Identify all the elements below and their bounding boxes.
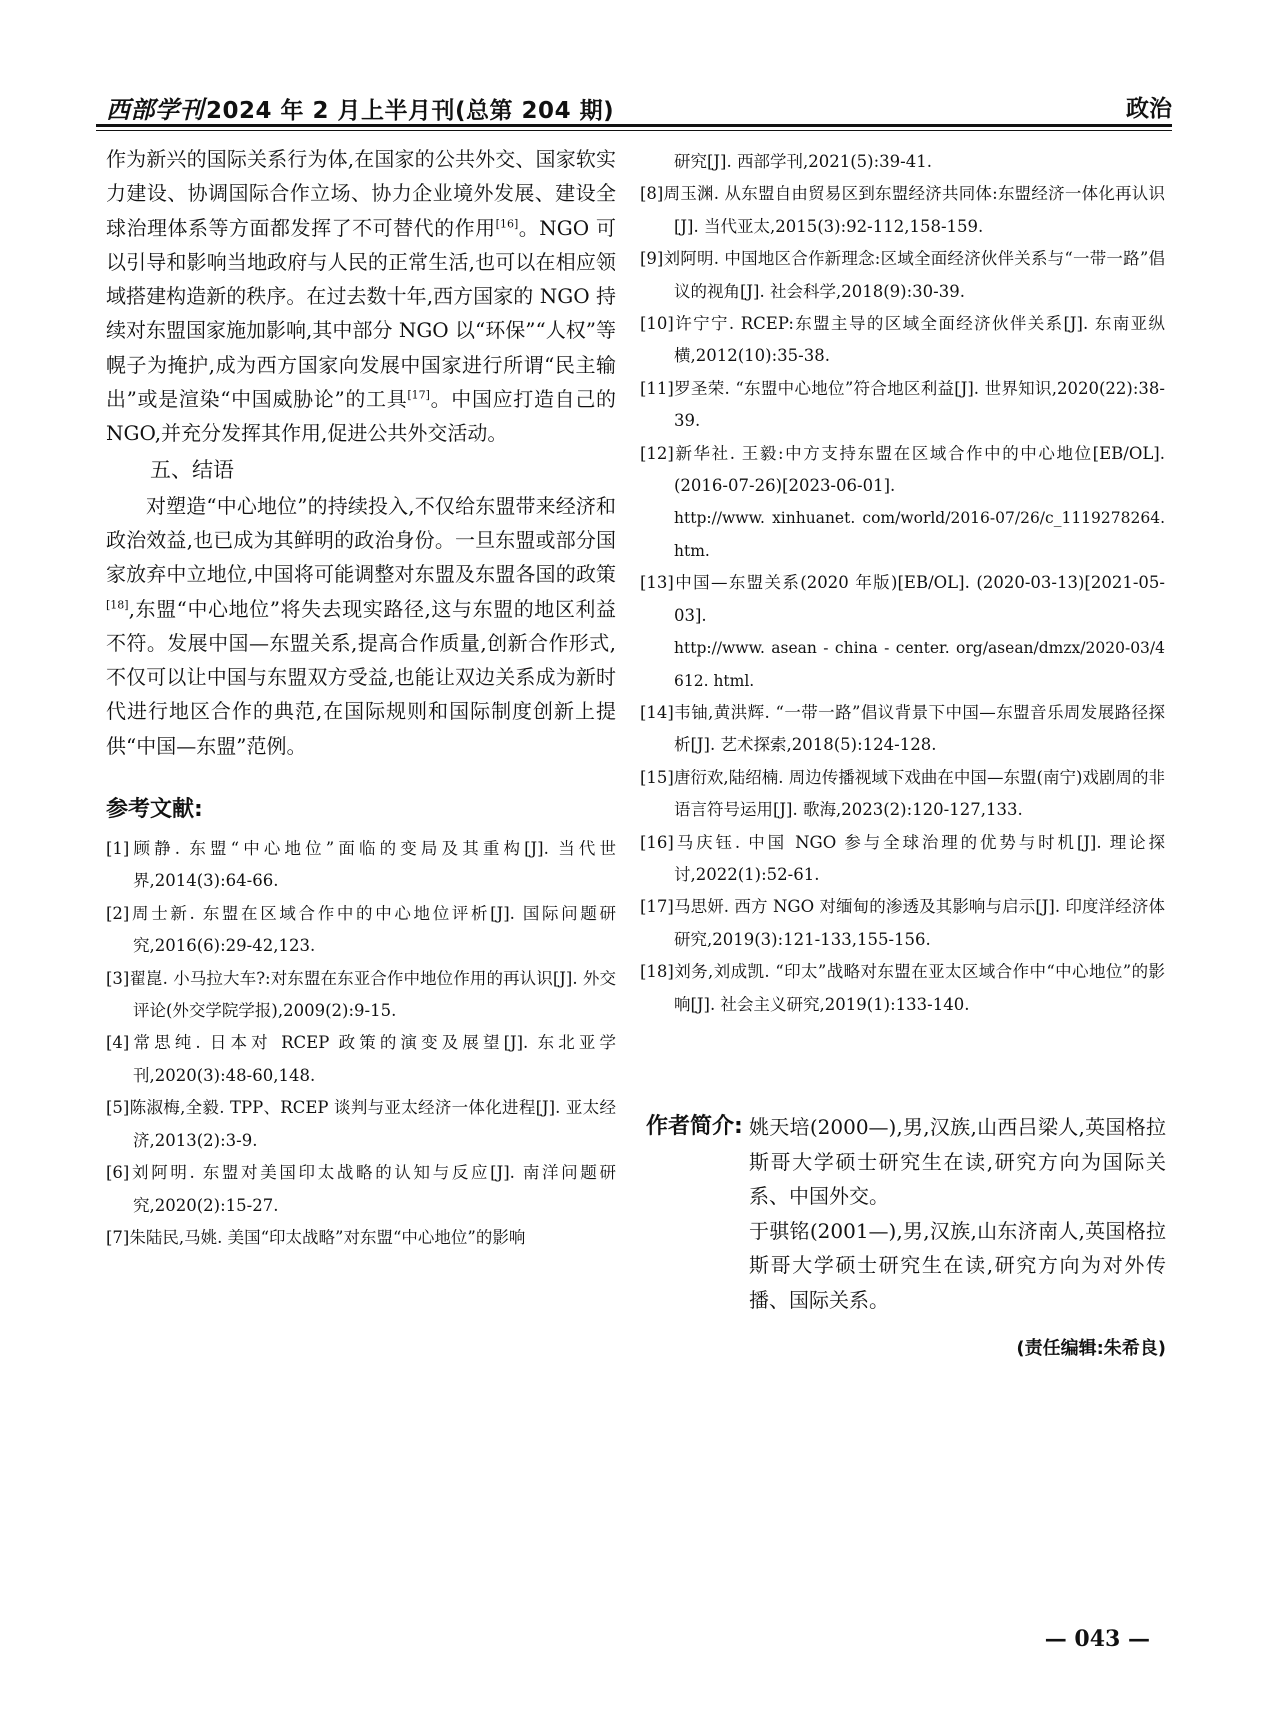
- author-bio-text: [749, 1110, 1166, 1317]
- reference-item: [7]朱陆民,马姚. 美国“印太战略”对东盟“中心地位”的影响: [106, 1227, 526, 1247]
- body-paragraph-1: [106, 142, 616, 451]
- reference-url-text: http://www. asean - china - center. org/asean/dmzx/2020-03/4612. html.: [674, 639, 1165, 690]
- para1-text-a: 作为新兴的国际关系行为体,在国家的公共外交、国家软实力建设、协调国际合作立场、协力企业境外发展、建设全球治理体系等方面都发挥了不可替代的作用: [106, 147, 616, 240]
- citation-17: [17]: [407, 388, 430, 402]
- header-rule-thick: [96, 124, 1172, 127]
- reference-url: [640, 502, 1165, 567]
- reference-item: [16]马庆钰. 中国 NGO 参与全球治理的优势与时机[J]. 理论探讨,2022(1):52-61.: [640, 832, 1165, 884]
- reference-item: [4]常思纯. 日本对 RCEP 政策的演变及展望[J]. 东北亚学刊,2020(3):48-60,148.: [106, 1033, 616, 1085]
- reference-item: [11]罗圣荣. “东盟中心地位”符合地区利益[J]. 世界知识,2020(22):38-39.: [640, 378, 1165, 431]
- author-bio: [646, 1110, 1166, 1317]
- right-column: [640, 146, 1165, 1021]
- reference-continuation: 研究[J]. 西部学刊,2021(5):39-41.: [674, 152, 932, 171]
- author-bio-label: 作者简介:: [646, 1114, 743, 1139]
- page-header: [96, 86, 1172, 126]
- reference-item: [1]顾静. 东盟“中心地位”面临的变局及其重构[J]. 当代世界,2014(3):64-66.: [106, 839, 616, 891]
- reference-url-text: http://www. xinhuanet. com/world/2016-07/26/c_1119278264. htm.: [674, 509, 1165, 560]
- reference-item: [2]周士新. 东盟在区域合作中的中心地位评析[J]. 国际问题研究,2016(6):29-42,123.: [106, 903, 616, 956]
- reference-item: [17]马思妍. 西方 NGO 对缅甸的渗透及其影响与启示[J]. 印度洋经济体研究,2019(3):121-133,155-156.: [640, 897, 1165, 949]
- reference-item: [6]刘阿明. 东盟对美国印太战略的认知与反应[J]. 南洋问题研究,2020(2):15-27.: [106, 1163, 616, 1215]
- reference-item: [10]许宁宁. RCEP:东盟主导的区域全面经济伙伴关系[J]. 东南亚纵横,2012(10):35-38.: [640, 314, 1165, 366]
- para1-text-c: 。中国应打造自己的 NGO,并充分发挥其作用,促进公共外交活动。: [106, 387, 616, 446]
- page-number: — 043 —: [1044, 1626, 1150, 1652]
- reference-item: [14]韦铀,黄洪辉. “一带一路”倡议背景下中国—东盟音乐周发展路径探析[J]. 艺术探索,2018(5):124-128.: [640, 702, 1165, 755]
- reference-item: [5]陈淑梅,全毅. TPP、RCEP 谈判与亚太经济一体化进程[J]. 亚太经济,2013(2):3-9.: [106, 1098, 616, 1150]
- responsible-editor: (责任编辑:朱希良): [1016, 1338, 1166, 1359]
- section-heading-conclusion: 五、结语: [150, 457, 234, 482]
- reference-url: [640, 632, 1165, 697]
- reference-item: [3]翟崑. 小马拉大车?:对东盟在东亚合作中地位作用的再认识[J]. 外交评论(外交学院学报),2009(2):9-15.: [106, 968, 616, 1021]
- left-column: [106, 142, 616, 1254]
- header-rule-thin: [96, 130, 1172, 131]
- citation-16: [16]: [495, 216, 519, 230]
- issue-info: 2024 年 2 月上半月刊(总第 204 期): [206, 98, 615, 124]
- para2-text-b: ,东盟“中心地位”将失去现实路径,这与东盟的地区利益不符。发展中国—东盟关系,提高合作质量,创新合作形式,不仅可以让中国与东盟双方受益,也能让双边关系成为新时代进行地区合作的典范,在国际规则和国际制度创新上提供“中国—东盟”范例。: [106, 596, 616, 758]
- section-label: 政治: [1126, 96, 1172, 122]
- author-bio-2: 于骐铭(2001—),男,汉族,山东济南人,英国格拉斯哥大学硕士研究生在读,研究方向为对外传播、国际关系。: [749, 1218, 1166, 1312]
- references-heading: 参考文献:: [106, 797, 203, 823]
- journal-logo: 西部学刊: [106, 95, 204, 124]
- citation-18: [18]: [106, 597, 129, 611]
- reference-item: [13]中国—东盟关系(2020 年版)[EB/OL]. (2020-03-13)[2021-05-03].: [640, 573, 1165, 625]
- reference-item: [12]新华社. 王毅:中方支持东盟在区域合作中的中心地位[EB/OL]. (2016-07-26)[2023-06-01].: [640, 443, 1165, 496]
- reference-item: [9]刘阿明. 中国地区合作新理念:区域全面经济伙伴关系与“一带一路”倡议的视角[J]. 社会科学,2018(9):30-39.: [640, 249, 1165, 301]
- para2-text-a: 对塑造“中心地位”的持续投入,不仅给东盟带来经济和政治效益,也已成为其鲜明的政治身份。一旦东盟或部分国家放弃中立地位,中国将可能调整对东盟及东盟各国的政策: [106, 493, 616, 587]
- journal-issue-title: [106, 90, 614, 125]
- reference-item: [8]周玉渊. 从东盟自由贸易区到东盟经济共同体:东盟经济一体化再认识[J]. 当代亚太,2015(3):92-112,158-159.: [640, 184, 1165, 236]
- author-bio-1: 姚天培(2000—),男,汉族,山西吕梁人,英国格拉斯哥大学硕士研究生在读,研究方向为国际关系、中国外交。: [749, 1115, 1166, 1208]
- reference-item: [15]唐衍欢,陆绍楠. 周边传播视域下戏曲在中国—东盟(南宁)戏剧周的非语言符号运用[J]. 歌海,2023(2):120-127,133.: [640, 767, 1165, 820]
- body-paragraph-2: [106, 489, 616, 763]
- para1-text-b: 。NGO 可以引导和影响当地政府与人民的正常生活,也可以在相应领域搭建构造新的秩序。在过去数十年,西方国家的 NGO 持续对东盟国家施加影响,其中部分 NGO 以“环保”“人权”等幌子为掩护,成为西方国家向发展中国家进行所谓“民主输出”或是渲染“中国威胁论”的工具: [106, 215, 617, 412]
- reference-item: [18]刘务,刘成凯. “印太”战略对东盟在亚太区域合作中“中心地位”的影响[J]. 社会主义研究,2019(1):133-140.: [640, 962, 1165, 1014]
